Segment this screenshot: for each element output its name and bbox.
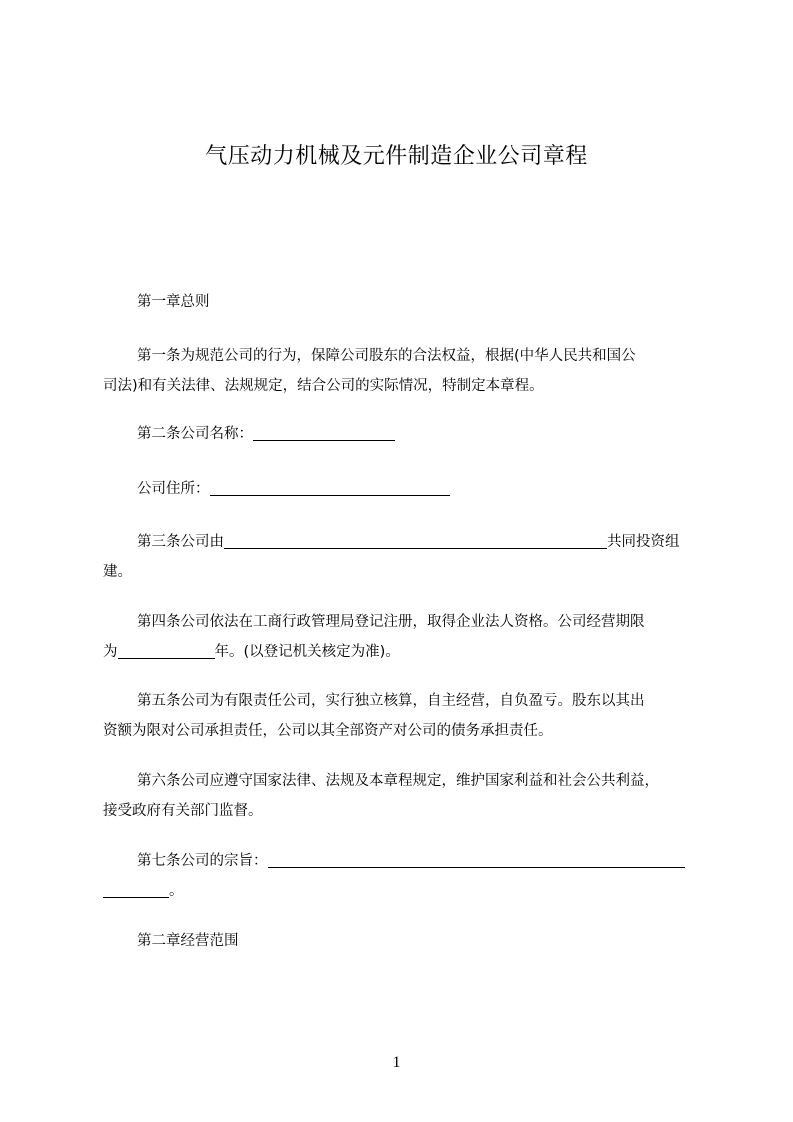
article-7-end: 。 xyxy=(169,883,184,899)
chapter-heading xyxy=(103,287,703,317)
document-title: 气压动力机械及元件制造企业公司章程 xyxy=(205,144,588,169)
article-3-prefix: 第三条公司由 xyxy=(137,534,224,550)
article-6-line-2: 接受政府有关部门监督。 xyxy=(103,803,263,819)
company-name-blank xyxy=(253,422,395,441)
purpose-blank-1 xyxy=(268,849,378,868)
article-3-line-2: 建。 xyxy=(103,564,132,580)
article-1-line-2: 司法)和有关法律、法规规定，结合公司的实际情况，特制定本章程。 xyxy=(103,378,544,394)
investor-blank-1 xyxy=(224,530,352,549)
article-5-line-1: 第五条公司为有限责任公司，实行独立核算，自主经营，自负盈亏。股东以其出 xyxy=(137,693,645,709)
company-address-blank xyxy=(210,477,450,496)
article-5-line-2: 资额为限对公司承担责任，公司以其全部资产对公司的债务承担责任。 xyxy=(103,723,553,739)
article-5 xyxy=(103,686,703,746)
article-2 xyxy=(103,419,703,449)
company-name-label: 第二条公司名称： xyxy=(137,426,253,442)
investor-blank-2 xyxy=(352,530,607,549)
article-6 xyxy=(103,766,703,826)
chapter-2 xyxy=(103,926,703,956)
article-1-line-1: 第一条为规范公司的行为，保障公司股东的合法权益，根据(中华人民共和国公 xyxy=(137,348,636,364)
article-4 xyxy=(103,607,703,667)
chapter1-heading: 第一章总则 xyxy=(137,294,210,310)
company-address xyxy=(103,474,703,504)
chapter2-heading: 第二章经营范围 xyxy=(137,933,239,949)
purpose-blank-2 xyxy=(378,849,643,868)
article-3-suffix: 共同投资组 xyxy=(607,534,680,550)
article-1 xyxy=(103,341,703,401)
term-years-blank xyxy=(118,640,215,659)
purpose-blank-3 xyxy=(643,849,685,868)
article-4-suffix: 年。(以登记机关核定为准)。 xyxy=(214,644,400,660)
page-number: 1 xyxy=(392,1054,401,1071)
article-4-prefix: 为 xyxy=(103,644,118,660)
article-4-line-1: 第四条公司依法在工商行政管理局登记注册，取得企业法人资格。公司经营期限 xyxy=(137,614,645,630)
article-3 xyxy=(103,527,703,587)
purpose-blank-4 xyxy=(103,879,169,898)
company-address-label: 公司住所： xyxy=(137,481,210,497)
article-7-label: 第七条公司的宗旨： xyxy=(137,853,268,869)
article-6-line-1: 第六条公司应遵守国家法律、法规及本章程规定，维护国家利益和社会公共利益， xyxy=(137,773,659,789)
article-7 xyxy=(103,846,703,906)
